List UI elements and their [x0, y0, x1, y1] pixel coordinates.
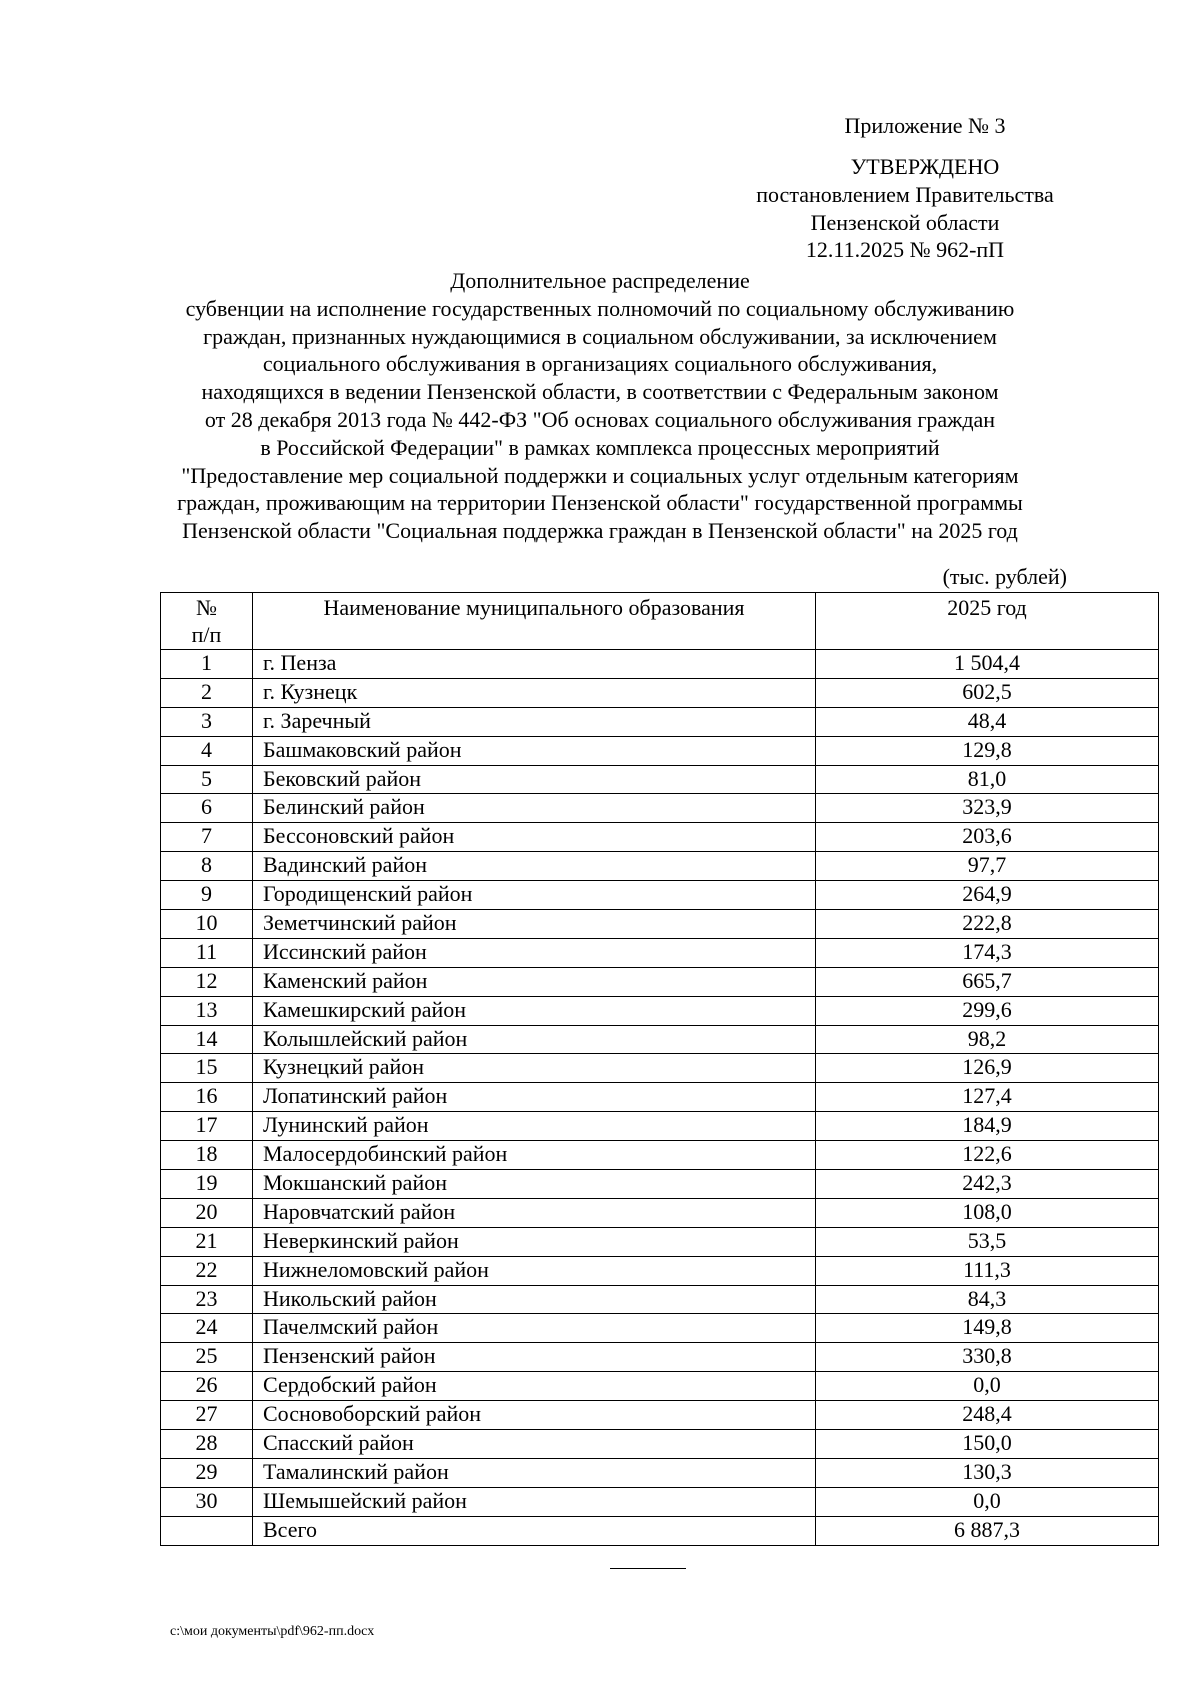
- municipality-name: г. Пенза: [253, 650, 816, 679]
- municipality-name: Никольский район: [253, 1285, 816, 1314]
- amount-value: 0,0: [816, 1487, 1159, 1516]
- row-number: 6: [161, 794, 253, 823]
- column-header-number: № п/п: [161, 593, 253, 650]
- column-header-name: Наименование муниципального образования: [253, 593, 816, 650]
- table-row: [161, 910, 1159, 939]
- approved-stamp: УТВЕРЖДЕНО: [850, 154, 1000, 179]
- table-row: [161, 1227, 1159, 1256]
- document-title: [140, 267, 1060, 545]
- row-number: 12: [161, 967, 253, 996]
- amount-value: 330,8: [816, 1343, 1159, 1372]
- table-row: [161, 1487, 1159, 1516]
- row-number: 18: [161, 1141, 253, 1170]
- table-row: [161, 1025, 1159, 1054]
- table-row: [161, 1285, 1159, 1314]
- row-number: 14: [161, 1025, 253, 1054]
- amount-value: 174,3: [816, 938, 1159, 967]
- row-number: 7: [161, 823, 253, 852]
- municipality-name: Малосердобинский район: [253, 1141, 816, 1170]
- row-number: 17: [161, 1112, 253, 1141]
- title-line: в Российской Федерации" в рамках комплекса процессных мероприятий: [260, 434, 940, 460]
- municipality-name: Каменский район: [253, 967, 816, 996]
- table-row: [161, 1343, 1159, 1372]
- table-row: [161, 1198, 1159, 1227]
- table-row: [161, 794, 1159, 823]
- municipality-name: Спасский район: [253, 1430, 816, 1459]
- row-number: 11: [161, 938, 253, 967]
- municipality-name: г. Кузнецк: [253, 678, 816, 707]
- amount-value: 97,7: [816, 852, 1159, 881]
- table-row: [161, 1256, 1159, 1285]
- table-row: [161, 823, 1159, 852]
- row-number: 21: [161, 1227, 253, 1256]
- amount-value: 130,3: [816, 1458, 1159, 1487]
- row-number: 20: [161, 1198, 253, 1227]
- title-line: Дополнительное распределение: [450, 268, 750, 293]
- row-number: 24: [161, 1314, 253, 1343]
- amount-value: 264,9: [816, 881, 1159, 910]
- approval-line: постановлением Правительства: [756, 182, 1054, 207]
- amount-value: 248,4: [816, 1401, 1159, 1430]
- table-row: [161, 1401, 1159, 1430]
- amount-value: 149,8: [816, 1314, 1159, 1343]
- amount-value: 150,0: [816, 1430, 1159, 1459]
- table-row: [161, 1314, 1159, 1343]
- amount-value: 127,4: [816, 1083, 1159, 1112]
- row-number: 5: [161, 765, 253, 794]
- table-row: [161, 707, 1159, 736]
- municipality-name: г. Заречный: [253, 707, 816, 736]
- municipality-name: Городищенский район: [253, 881, 816, 910]
- municipality-name: Шемышейский район: [253, 1487, 816, 1516]
- table-row: [161, 1430, 1159, 1459]
- row-number: 15: [161, 1054, 253, 1083]
- amount-value: 108,0: [816, 1198, 1159, 1227]
- municipality-name: Пензенский район: [253, 1343, 816, 1372]
- amount-value: 665,7: [816, 967, 1159, 996]
- table-row: [161, 1372, 1159, 1401]
- title-line: субвенции на исполнение государственных полномочий по социальному обслуживанию: [185, 295, 1015, 321]
- table-body: [161, 650, 1159, 1546]
- amount-value: 122,6: [816, 1141, 1159, 1170]
- municipality-name: Камешкирский район: [253, 996, 816, 1025]
- amount-value: 81,0: [816, 765, 1159, 794]
- municipality-name: Башмаковский район: [253, 736, 816, 765]
- amount-value: 203,6: [816, 823, 1159, 852]
- row-number: 2: [161, 678, 253, 707]
- amount-value: 48,4: [816, 707, 1159, 736]
- approval-details: [720, 181, 1090, 264]
- municipality-name: Иссинский район: [253, 938, 816, 967]
- approval-line: Пензенской области: [810, 209, 1000, 235]
- row-number: 28: [161, 1430, 253, 1459]
- title-line: социального обслуживания в организациях социального обслуживания,: [262, 351, 938, 377]
- amount-value: 1 504,4: [816, 650, 1159, 679]
- municipality-name: Белинский район: [253, 794, 816, 823]
- amount-value: 222,8: [816, 910, 1159, 939]
- table-row: [161, 736, 1159, 765]
- row-number: 23: [161, 1285, 253, 1314]
- row-number: 16: [161, 1083, 253, 1112]
- title-line: Пензенской области "Социальная поддержка граждан в Пензенской области" на 2025 год: [182, 518, 1018, 544]
- table-row: [161, 1170, 1159, 1199]
- table-row: [161, 852, 1159, 881]
- amount-value: 53,5: [816, 1227, 1159, 1256]
- row-number: 13: [161, 996, 253, 1025]
- table-row: [161, 1458, 1159, 1487]
- municipality-name: Колышлейский район: [253, 1025, 816, 1054]
- municipality-name: Лунинский район: [253, 1112, 816, 1141]
- amount-value: 602,5: [816, 678, 1159, 707]
- amount-value: 98,2: [816, 1025, 1159, 1054]
- title-line: от 28 декабря 2013 года № 442-ФЗ "Об основах социального обслуживания граждан: [204, 406, 996, 432]
- row-number: 9: [161, 881, 253, 910]
- amount-value: 184,9: [816, 1112, 1159, 1141]
- column-header-year: 2025 год: [816, 593, 1159, 650]
- municipality-name: Наровчатский район: [253, 1198, 816, 1227]
- amount-value: 126,9: [816, 1054, 1159, 1083]
- table-row: [161, 1054, 1159, 1083]
- municipality-name: Кузнецкий район: [253, 1054, 816, 1083]
- row-number: 29: [161, 1458, 253, 1487]
- amount-value: 0,0: [816, 1372, 1159, 1401]
- municipality-name: Сосновоборский район: [253, 1401, 816, 1430]
- table-row: [161, 765, 1159, 794]
- total-row: [161, 1516, 1159, 1545]
- municipality-name: Мокшанский район: [253, 1170, 816, 1199]
- municipality-name: Неверкинский район: [253, 1227, 816, 1256]
- municipality-name: Лопатинский район: [253, 1083, 816, 1112]
- municipality-name: Тамалинский район: [253, 1458, 816, 1487]
- table-row: [161, 996, 1159, 1025]
- amount-value: 323,9: [816, 794, 1159, 823]
- title-line: находящихся в ведении Пензенской области, в соответствии с Федеральным законом: [201, 379, 999, 405]
- table-row: [161, 881, 1159, 910]
- municipality-name: Бессоновский район: [253, 823, 816, 852]
- municipality-name: Пачелмский район: [253, 1314, 816, 1343]
- row-number: 10: [161, 910, 253, 939]
- table-row: [161, 1141, 1159, 1170]
- row-number: [161, 1516, 253, 1545]
- row-number: 26: [161, 1372, 253, 1401]
- row-number: 27: [161, 1401, 253, 1430]
- table-row: [161, 967, 1159, 996]
- row-number: 30: [161, 1487, 253, 1516]
- municipality-name: Всего: [253, 1516, 816, 1545]
- table-row: [161, 1083, 1159, 1112]
- table-row: [161, 650, 1159, 679]
- amount-value: 299,6: [816, 996, 1159, 1025]
- unit-label: (тыс. рублей): [942, 564, 1067, 589]
- row-number: 8: [161, 852, 253, 881]
- title-line: граждан, признанных нуждающимися в социальном обслуживании, за исключением: [203, 323, 997, 349]
- distribution-table: [160, 592, 1159, 1546]
- municipality-name: Бековский район: [253, 765, 816, 794]
- row-number: 25: [161, 1343, 253, 1372]
- title-line: граждан, проживающим на территории Пензенской области" государственной программы: [177, 490, 1023, 516]
- file-path-footer: c:\мои документы\pdf\962-пп.docx: [170, 1624, 375, 1639]
- row-number: 4: [161, 736, 253, 765]
- appendix-number: Приложение № 3: [844, 113, 1006, 138]
- row-number: 19: [161, 1170, 253, 1199]
- amount-value: 84,3: [816, 1285, 1159, 1314]
- title-line: "Предоставление мер социальной поддержки и социальных услуг отдельным категориям: [181, 462, 1019, 488]
- municipality-name: Сердобский район: [253, 1372, 816, 1401]
- table-row: [161, 938, 1159, 967]
- table-row: [161, 678, 1159, 707]
- amount-value: 242,3: [816, 1170, 1159, 1199]
- table-header-row: [161, 593, 1159, 650]
- approval-line: 12.11.2025 № 962-пП: [805, 237, 1005, 262]
- table-row: [161, 1112, 1159, 1141]
- amount-value: 111,3: [816, 1256, 1159, 1285]
- row-number: 22: [161, 1256, 253, 1285]
- municipality-name: Вадинский район: [253, 852, 816, 881]
- row-number: 3: [161, 707, 253, 736]
- municipality-name: Нижнеломовский район: [253, 1256, 816, 1285]
- amount-value: 6 887,3: [816, 1516, 1159, 1545]
- end-divider: [610, 1568, 686, 1569]
- municipality-name: Земетчинский район: [253, 910, 816, 939]
- amount-value: 129,8: [816, 736, 1159, 765]
- row-number: 1: [161, 650, 253, 679]
